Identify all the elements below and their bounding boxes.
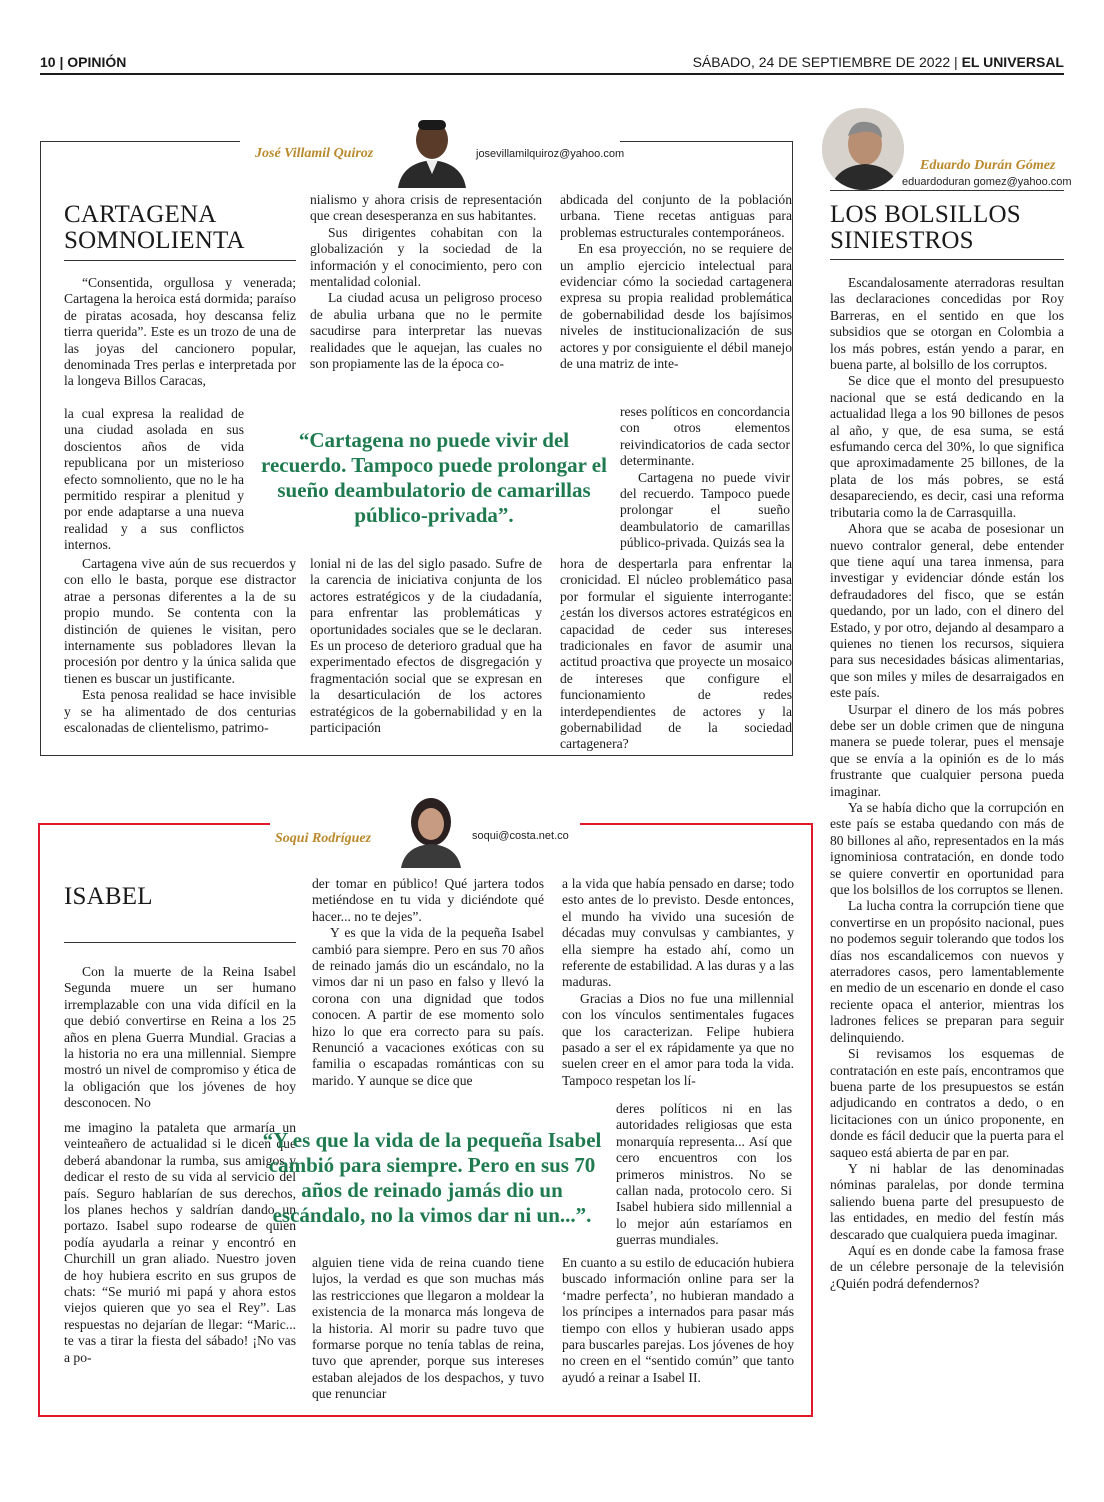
paragraph: Escandalosamente aterradoras resultan las declaraciones concedidas por Roy Barreras, en el sentido en que los subsidios que se otorgan en Colombia a los más pobres, están yendo a parar, en buena parte, al bolsillo de los corruptos.	[830, 275, 1064, 373]
article1-title	[64, 202, 294, 254]
article1-author: José Villamil Quiroz	[255, 146, 374, 161]
article1-col3-bottom	[560, 556, 792, 753]
article1-pullquote: “Cartagena no puede vivir del recuerdo. Tampoco puede prolongar el sueño deambulatorio de camarillas público-privada”.	[261, 428, 607, 527]
paragraph: Sus dirigentes cohabitan con la globalización y la sociedad de la información y el conocimiento, pero con mentalidad colonial.	[310, 224, 542, 290]
article3-title-line1: LOS BOLSILLOS	[830, 201, 1021, 228]
paragraph: Ahora que se acaba de posesionar un nuevo contralor general, debe entender que tiene aquí una tarea inmensa, para investigar y evidenciar dónde están los defraudadores del fisco, que se están quedando, por un lado, con el dinero del Estado, y por otro, dejando al desamparo a quienes no tienen los recursos, siquiera para sus necesidades básicas alimentarias, que son miles y miles de desarraigados en este país.	[830, 521, 1064, 701]
paragraph: Y ni hablar de las denominadas nóminas paralelas, por donde termina saliendo buena parte del presupuesto de las entidades, en medio del festín más descarado que cualquiera pueda imaginar.	[830, 1160, 1064, 1242]
paragraph: La ciudad acusa un peligroso proceso de abulia urbana que no le permite sacudirse para interpretar las nuevas realidades que le aquejan, las cuales no son propiamente las de la época co-	[310, 290, 542, 372]
date-line	[693, 54, 1064, 70]
article2-title-rule	[64, 942, 296, 943]
article1-col3-mid	[620, 404, 790, 552]
newspaper-name: EL UNIVERSAL	[961, 54, 1064, 70]
paragraph: Si revisamos los esquemas de contratación en este país, encontramos que buena parte de los presupuestos se están adjudicando en contratos a dedo, o en licitaciones con un único proponente, en donde es fácil deducir que la puerta para el saqueo está abierta de par en par.	[830, 1046, 1064, 1160]
paragraph: “Consentida, orgullosa y venerada; Cartagena la heroica está dormida; paraíso de piratas acosada, hoy descansa feliz tierra querida”. Este es un trozo de una de las joyas del cancionero popular, denominada Tres perlas e interpretada por la longeva Billos Caracas,	[64, 275, 296, 389]
article1-col1-mid	[64, 406, 244, 554]
masthead-rule	[40, 73, 1064, 75]
article2-author-photo	[393, 792, 469, 868]
article2-col3-mid	[616, 1101, 792, 1249]
article3-author: Eduardo Durán Gómez	[920, 158, 1056, 173]
article1-col3-top	[560, 192, 792, 372]
date: SÁBADO, 24 DE SEPTIEMBRE DE 2022 |	[692, 54, 958, 70]
paragraph: lonial ni de las del siglo pasado. Sufre de la carencia de iniciativa conjunta de los actores estratégicos y de la ciudadanía, para enfrentar las problemáticas y oportunidades sociales que se le declaran. Es un proceso de deterioro gradual que ha experimentado efectos de disgregación y fragmentación social que se expresan en la desarticulación de los actores estratégicos de la gobernabilidad y en la participación	[310, 556, 542, 736]
paragraph: alguien tiene vida de reina cuando tiene lujos, la verdad es que son muchas más las restricciones que llegaron a moldear la existencia de la monarca más longeva de la historia. Al morir su padre tuvo que formarse porque no tenía tablas de reina, tuvo que aprender, porque sus intereses estaban alejados de los despachos, y tuvo que renunciar	[312, 1255, 544, 1402]
paragraph: a la vida que había pensado en darse; todo esto antes de lo previsto. Desde entonces, el mundo ha vivido una sucesión de décadas muy convulsas y cambiantes, y ella siempre ha estado ahí, como un referente de estabilidad. A las duras y a las maduras.	[562, 876, 794, 990]
article2-email: soqui@costa.net.co	[472, 830, 569, 842]
paragraph: deres políticos ni en las autoridades religiosas que esta monarquía representa... Así que cero encuentros con los primeros ministros. No se callan nada, protocolo cero. Si Isabel hubiera sido millennial a lo mejor aún estaríamos en guerras mundiales.	[616, 1101, 792, 1248]
article1-email: josevillamilquiroz@yahoo.com	[476, 148, 625, 160]
masthead	[40, 52, 1064, 72]
paragraph: la cual expresa la realidad de una ciudad asolada en sus doscientos años de vida republicana por un misterioso efecto somnoliento, que no le ha permitido respirar a plenitud y por ende adaptarse a una nueva realidad y a sus conflictos internos.	[64, 406, 244, 553]
paragraph: Ya se había dicho que la corrupción en este país se estaba quedando con más de 80 billones al año, representados en la más ignominiosa contratación, en donde todo se quiere convertir en oportunidad para que los bolsillos de los corruptos se llenen.	[830, 800, 1064, 898]
article3-title-rule	[830, 259, 1064, 260]
article1-title-line1: CARTAGENA	[64, 201, 217, 228]
article2-author: Soqui Rodríguez	[275, 831, 372, 846]
paragraph: der tomar en público! Qué jartera todos metiéndose en tu vida y diciéndote qué hacer... no te dejes”.	[312, 876, 544, 924]
article2-title: ISABEL	[64, 883, 153, 910]
paragraph: Aquí es en donde cabe la famosa frase de un célebre personaje de la televisión ¿Quién podrá defendernos?	[830, 1242, 1064, 1291]
article3-title	[830, 202, 1064, 254]
article1-col2-bottom	[310, 556, 542, 736]
paragraph: hora de despertarla para enfrentar la cronicidad. El núcleo problemático pasa por formular el siguiente interrogante: ¿están los diversos actores estratégicos en capacidad de ceder sus intereses tradicionales en favor de asumir una actitud proactiva que proyecte un mosaico de intereses que configure el funcionamiento de redes interdependientes de actores y la gobernabilidad de la sociedad cartagenera?	[560, 556, 792, 752]
paragraph: Con la muerte de la Reina Isabel Segunda muere un ser humano irremplazable con una vida difícil en la que debió convertirse en Reina a los 25 años en plena Guerra Mundial. Gracias a la historia no era una millennial. Siempre mostró un nivel de compromiso y ética de la obligación que los jóvenes de hoy desconocen. No	[64, 964, 296, 1111]
paragraph: Usurpar el dinero de los más pobres debe ser un doble crimen que de ninguna manera se puede tolerar, pues el mensaje que se envía a la opinión es de lo más frustrante que cualquier persona pueda imaginar.	[830, 701, 1064, 799]
article1-col2-top	[310, 192, 542, 372]
article2-col3-top	[562, 876, 794, 1089]
article3-top-rule	[830, 190, 1064, 191]
paragraph: reses políticos en concordancia con otros elementos reivindicatorios de cada sector determinante.	[620, 404, 790, 469]
paragraph: Y es que la vida de la pequeña Isabel cambió para siempre. Pero en sus 70 años de reinado jamás dio un escándalo, no la vimos dar ni un paso en falso y llevó la corona con una dignidad que todos conocen. A partir de ese momento solo hizo lo que era correcto para su país. Renunció a vacaciones exóticas con su familia o escapadas románticas con su marido. Y aunque se dice que	[312, 925, 544, 1088]
paragraph: Gracias a Dios no fue una millennial con los vínculos sentimentales fugaces que los caracterizan. Felipe hubiera pasado a ser el ex rápidamente ya que no suelen creer en el amor para toda la vida. Tampoco respetan los lí-	[562, 990, 794, 1088]
paragraph: abdicada del conjunto de la población urbana. Tiene recetas antiguas para problemas estructurales contemporáneos.	[560, 192, 792, 240]
article3-title-line2: SINIESTROS	[830, 227, 974, 254]
paragraph: Se dice que el monto del presupuesto nacional que se está dedicando en la actualidad llega a los 90 billones de pesos al año, y que, de esa suma, se está esfumando cerca del 30%, lo que significa que aproximadamente 25 billones, de la plata de los más pobres, se está desapareciendo, es decir, casi una reforma tributaria como la de Carrasquilla.	[830, 373, 1064, 520]
article1-author-photo	[392, 108, 472, 188]
paragraph: Cartagena vive aún de sus recuerdos y con ello le basta, porque ese distractor atrae a personas diferentes a la de su propio mundo. Se contenta con la distinción de quienes le visitan, pero internamente sus pobladores llevan la procesión por dentro y la única salida que tienen es buscar un justificante.	[64, 556, 296, 686]
article1-col1-top	[64, 275, 296, 390]
article2-col1-top	[64, 964, 296, 1112]
article3-author-photo	[822, 108, 904, 190]
article2-col2-bottom	[312, 1255, 544, 1403]
paragraph: me imagino la pataleta que armaría un veinteañero de actualidad si le dicen que deberá abandonar la rumba, sus amigos y dedicar el resto de su vida al servicio del país. Seguro hablarían de sus derechos, los planes hechos y saldrían dando un portazo. Isabel supo rodearse de quien podía ayudarla a reinar y encontró en Churchill un gran aliado. Nuestro joven de hoy hubiera escrito en sus grupos de chats: “Se murió mi papá y ahora estos viejos quieren que yo sea el Rey”. Las respuestas no dejarían de llegar: “Maric... te vas a tirar la fiesta del sábado! ¡No vas a po-	[64, 1120, 296, 1365]
article2-col2-top	[312, 876, 544, 1089]
article3-email: eduardoduran gomez@yahoo.com	[902, 176, 1072, 188]
article1-title-line2: SOMNOLIENTA	[64, 227, 245, 254]
paragraph: En cuanto a su estilo de educación hubiera buscado información online para ser la ‘madre perfecta’, no hubieran mandado a los príncipes a internados para pasar más tiempo con ellos y hubieran usado apps para buscarles parejas. Los jóvenes de hoy no creen en el “sentido común” que tanto ayudó a reinar a Isabel II.	[562, 1255, 794, 1385]
article2-pullquote: “Y es que la vida de la pequeña Isabel cambió para siempre. Pero en sus 70 años de reinado jamás dio un escándalo, no la vimos dar ni un...”.	[262, 1128, 602, 1227]
paragraph: nialismo y ahora crisis de representación que crean desesperanza en sus habitantes.	[310, 192, 542, 224]
page-section: 10 | OPINIÓN	[40, 54, 127, 70]
paragraph: Esta penosa realidad se hace invisible y se ha alimentado de dos centurias escalonadas de clientelismo, patrimo-	[64, 687, 296, 736]
article3-column	[830, 275, 1064, 1292]
paragraph: Cartagena no puede vivir del recuerdo. Tampoco puede prolongar el sueño deambulatorio de camarillas público-privada. Quizás sea la	[620, 469, 790, 551]
paragraph: En esa proyección, no se requiere de un amplio ejercicio intelectual para evidenciar cómo la sociedad cartagenera expresa su propia realidad problemática de gobernabilidad desde los bajísimos niveles de institucionalización de sus actores y por consiguiente el débil manejo de una matriz de inte-	[560, 241, 792, 372]
paragraph: La lucha contra la corrupción tiene que convertirse en un propósito nacional, pues no podemos seguir tolerando que todos los días nos escandalicemos con nuevos y aterradores casos, pero lamentablemente en medio de un escenario en donde el caso reciente opaca el anterior, mientras los ladrones felices se preparan para seguir delinquiendo.	[830, 898, 1064, 1045]
article1-title-rule	[64, 260, 296, 261]
article1-col1-bottom	[64, 556, 296, 736]
article2-col3-bottom	[562, 1255, 794, 1386]
